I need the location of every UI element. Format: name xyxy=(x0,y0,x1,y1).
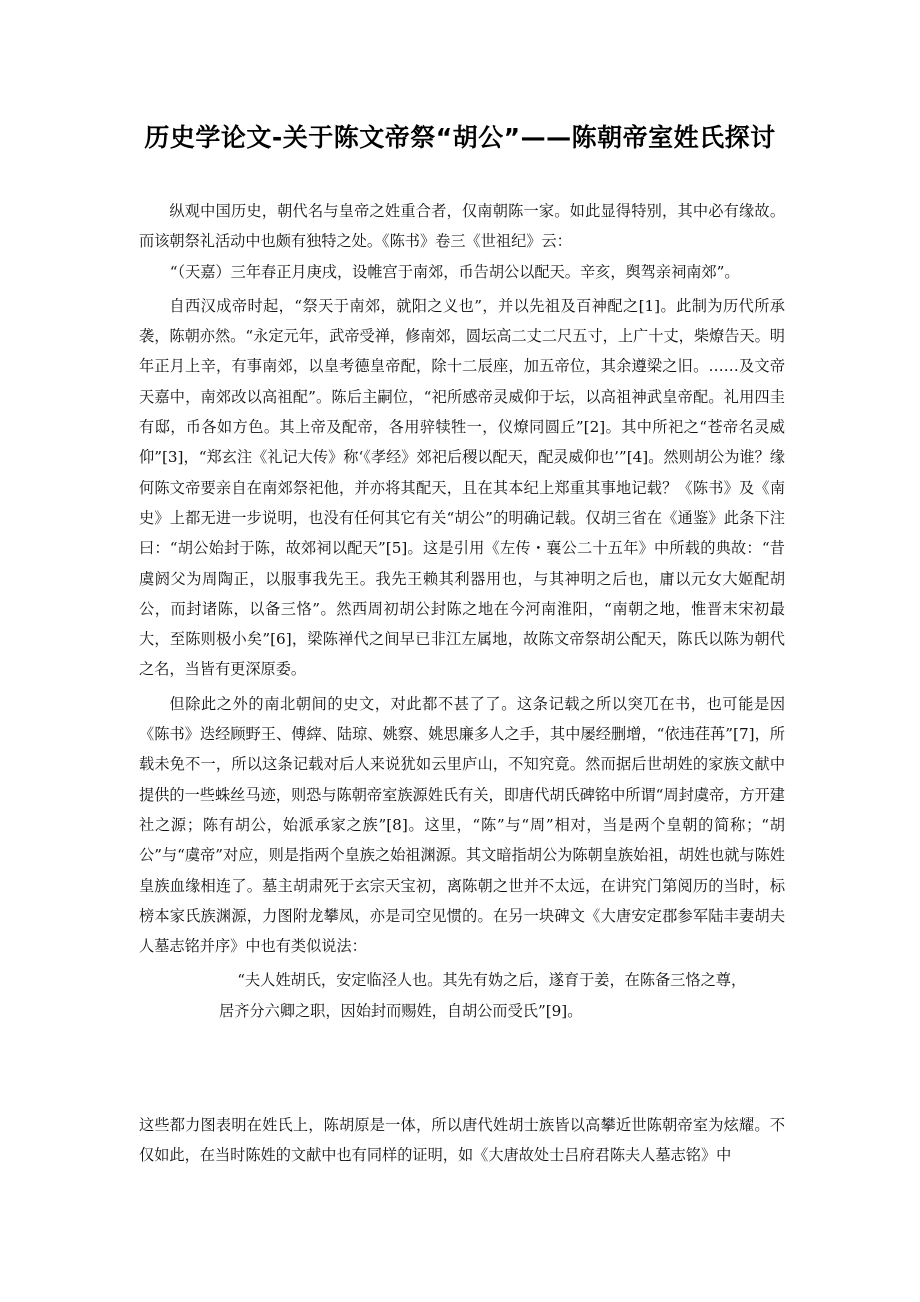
paragraph-conclusion: 这些都力图表明在姓氏上，陈胡原是一体，所以唐代姓胡士族皆以高攀近世陈朝帝室为炫耀。不仅如此，在当时陈姓的文献中也有同样的证明，如《大唐故处士吕府君陈夫人墓志铭》中 xyxy=(139,1116,785,1165)
paragraph-nanjiao: 自西汉成帝时起，“祭天于南郊，就阳之义也”，并以先祖及百神配之[1]。此制为历代所承袭，陈朝亦然。“永定元年，武帝受禅，修南郊，圆坛高二丈二尺五寸，上广十丈，柴燎告天。明年正月上辛，有事南郊，以皇考德皇帝配，除十二辰座，加五帝位，其余遵梁之旧。……及文帝天嘉中，南郊改以高祖配”。陈后主嗣位，“祀所感帝灵威仰于坛，以高祖神武皇帝配。礼用四圭有邸，币各如方色。其上帝及配帝，各用骍犊牲一，仪燎同圆丘”[2]。其中所祀之“苍帝名灵威仰”[3]，“郑玄注《礼记大传》称‘《孝经》郊祀后稷以配天，配灵威仰也’”[4]。然则胡公为谁？缘何陈文帝要亲自在南郊祭祀他，并亦将其配天，且在其本纪上郑重其事地记载？《陈书》及《南史》上都无进一步说明，也没有任何其它有关“胡公”的明确记载。仅胡三省在《通鉴》此条下注曰：“胡公始封于陈，故郊祠以配天”[5]。这是引用《左传・襄公二十五年》中所载的典故：“昔虞阏父为周陶正，以服事我先王。我先王赖其利器用也，与其神明之后也，庸以元女大姬配胡公，而封诸陈，以备三恪”。然西周初胡公封陈之地在今河南淮阳，“南朝之地，惟晋末宋初最大，至陈则极小矣”[6]，梁陈禅代之间早已非江左属地，故陈文帝祭胡公配天，陈氏以陈为朝代之名，当皆有更深原委。 xyxy=(139,296,785,679)
document-body-continued xyxy=(139,1110,785,1171)
paragraph-hu-clan: 但除此之外的南北朝间的史文，对此都不甚了了。这条记载之所以突兀在书，也可能是因《陈书》迭经顾野王、傅縡、陆琼、姚察、姚思廉多人之手，其中屡经删增，“依违荏苒”[7]，所载未免不一，所以这条记载对后人来说犹如云里庐山，不知究竟。然而据后世胡姓的家族文献中提供的一些蛛丝马迹，则恐与陈朝帝室族源姓氏有关，即唐代胡氏碑铭中所谓“周封虞帝，方开建社之源；陈有胡公，始派承家之族”[8]。这里，“陈”与“周”相对，当是两个皇朝的简称；“胡公”与“虞帝”对应，则是指两个皇族之始祖渊源。其文暗指胡公为陈朝皇族始祖，胡姓也就与陈姓皇族血缘相连了。墓主胡肃死于玄宗天宝初，离陈朝之世并不太远，在讲究门第阅历的当时，标榜本家氏族渊源，力图附龙攀凤，亦是司空见惯的。在另一块碑文《大唐安定郡参军陆丰妻胡夫人墓志铭并序》中也有类似说法： xyxy=(139,694,785,956)
quote-epitaph: “夫人姓胡氏，安定临泾人也。其先有妫之后，遂育于姜，在陈备三恪之尊，居齐分六卿之职，因始封而赐姓，自胡公而受氏”[9]。 xyxy=(219,971,747,1020)
document-body xyxy=(139,196,785,1026)
paragraph-intro: 纵观中国历史，朝代名与皇帝之姓重合者，仅南朝陈一家。如此显得特别，其中必有缘故。而该朝祭礼活动中也颇有独特之处。《陈书》卷三《世祖纪》云： xyxy=(139,202,785,251)
document-title: 历史学论文-关于陈文帝祭“胡公”——陈朝帝室姓氏探讨 xyxy=(144,123,776,152)
quote-chenshu: “（天嘉）三年春正月庚戌，设帷宫于南郊，币告胡公以配天。辛亥，舆驾亲祠南郊”。 xyxy=(169,262,740,281)
